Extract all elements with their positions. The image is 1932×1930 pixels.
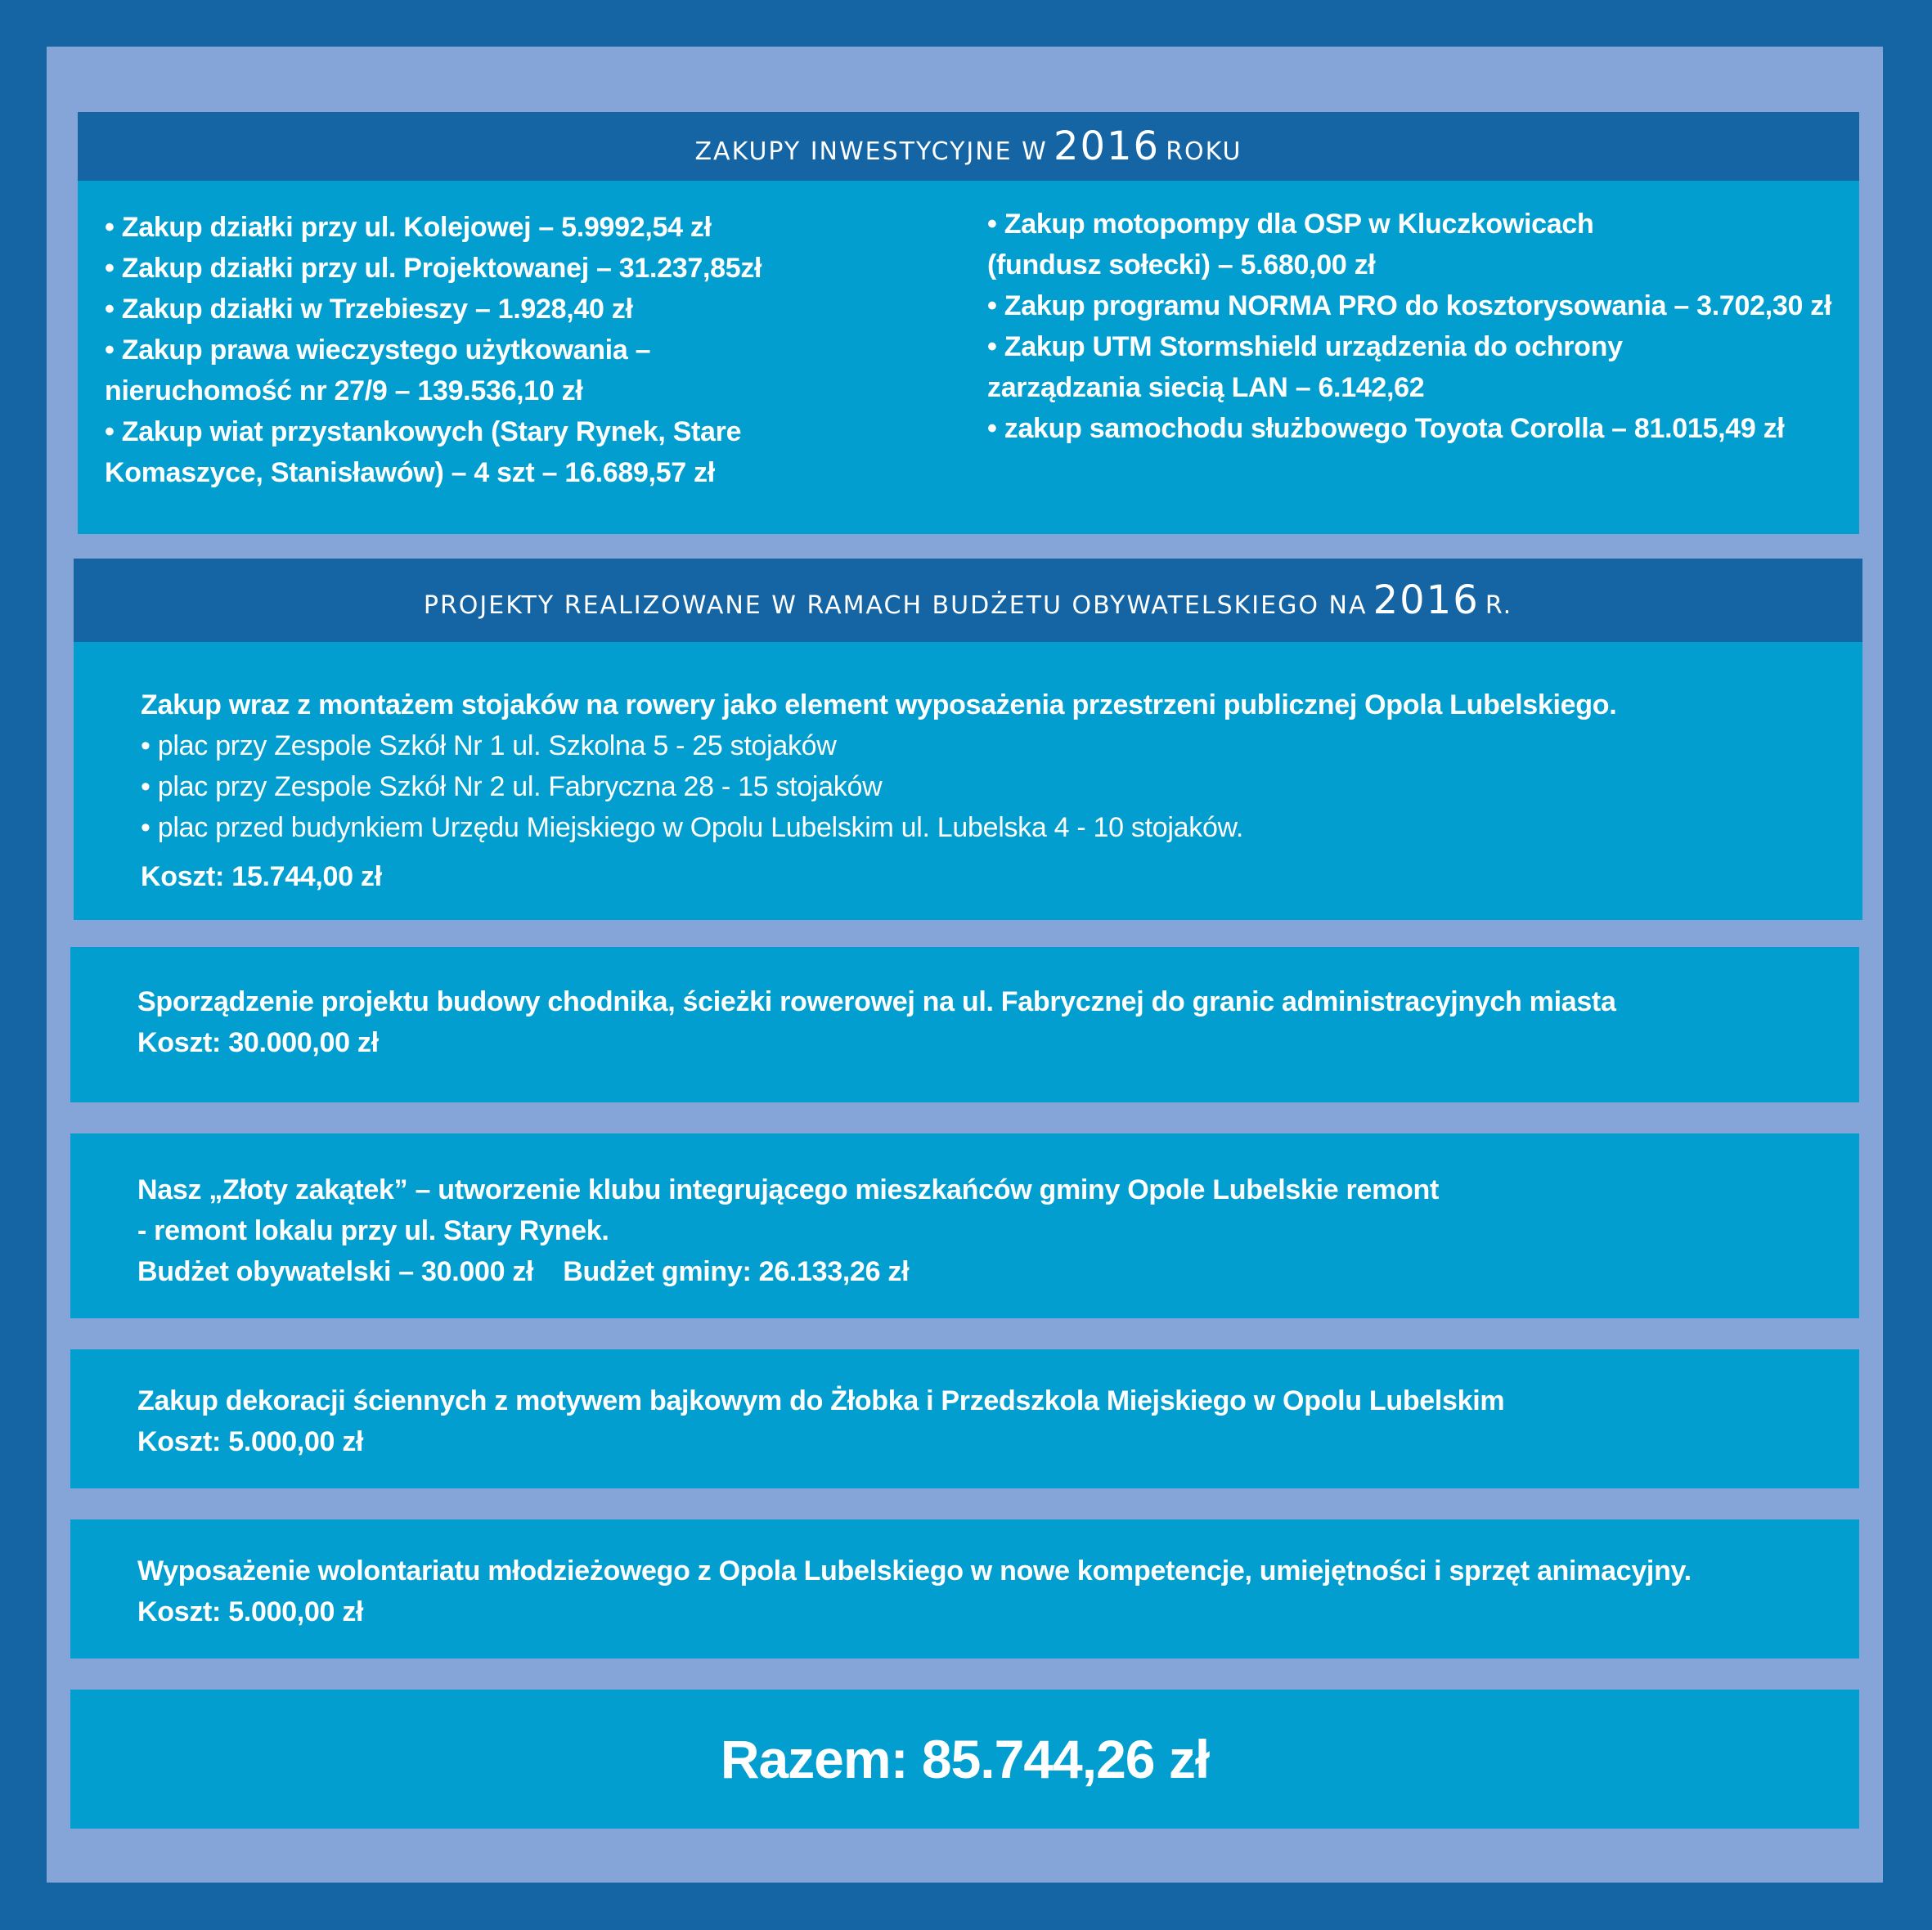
investment-purchases-header bbox=[78, 112, 1859, 181]
project-bike-racks bbox=[74, 642, 1862, 920]
project-title-continued: - remont lokalu przy ul. Stary Rynek. bbox=[137, 1215, 609, 1246]
project-cost: Koszt: 5.000,00 zł bbox=[137, 1426, 364, 1457]
header-prefix: ZAKUPY INWESTYCYJNE W bbox=[694, 137, 1048, 166]
project-title: Nasz „Złoty zakątek” – utworzenie klubu integrującego mieszkańców gminy Opole Lubelskie remont bbox=[137, 1174, 1439, 1205]
project-content bbox=[137, 981, 1616, 1063]
purchase-item: nieruchomość nr 27/9 – 139.536,10 zł bbox=[105, 375, 583, 406]
purchases-right-column bbox=[987, 204, 1831, 449]
header-year: 2016 bbox=[1053, 123, 1161, 169]
project-item: • plac przed budynkiem Urzędu Miejskiego w Opolu Lubelskim ul. Lubelska 4 - 10 stojaków. bbox=[141, 812, 1244, 843]
project-item: • plac przy Zespole Szkół Nr 2 ul. Fabryczna 28 - 15 stojaków bbox=[141, 771, 883, 802]
budget-municipal: Budżet gminy: 26.133,26 zł bbox=[563, 1256, 910, 1287]
project-golden-corner bbox=[70, 1133, 1859, 1318]
header-suffix: R. bbox=[1485, 591, 1513, 620]
header-suffix: ROKU bbox=[1166, 137, 1242, 166]
header-year: 2016 bbox=[1373, 577, 1480, 623]
purchase-item: Komaszyce, Stanisławów) – 4 szt – 16.689,57 zł bbox=[105, 457, 715, 488]
project-title: Wyposażenie wolontariatu młodzieżowego z Opola Lubelskiego w nowe kompetencje, umiejętności i sprzęt animacyjny. bbox=[137, 1555, 1692, 1587]
project-content bbox=[141, 684, 1616, 897]
project-title: Sporządzenie projektu budowy chodnika, ścieżki rowerowej na ul. Fabrycznej do granic administracyjnych miasta bbox=[137, 986, 1616, 1017]
project-title: Zakup wraz z montażem stojaków na rowery jako element wyposażenia przestrzeni publicznej Opola Lubelskiego. bbox=[141, 689, 1617, 720]
total-amount: Razem: 85.744,26 zł bbox=[720, 1729, 1210, 1789]
project-sidewalk-design bbox=[70, 947, 1859, 1102]
citizen-budget-header bbox=[74, 559, 1862, 642]
project-cost: Koszt: 15.744,00 zł bbox=[141, 861, 382, 892]
purchase-item: • Zakup programu NORMA PRO do kosztorysowania – 3.702,30 zł bbox=[987, 290, 1832, 321]
purchase-item: • Zakup działki przy ul. Projektowanej – 31.237,85zł bbox=[105, 253, 762, 284]
purchase-item: • Zakup wiat przystankowych (Stary Rynek, Stare bbox=[105, 416, 742, 447]
project-cost: Koszt: 5.000,00 zł bbox=[137, 1596, 364, 1627]
purchase-item: zarządzania siecią LAN – 6.142,62 bbox=[987, 372, 1425, 403]
project-youth-volunteering bbox=[70, 1519, 1859, 1658]
total-box bbox=[70, 1690, 1859, 1829]
purchase-item: • Zakup działki przy ul. Kolejowej – 5.9992,54 zł bbox=[105, 212, 712, 243]
project-wall-decorations bbox=[70, 1349, 1859, 1488]
purchase-item: (fundusz sołecki) – 5.680,00 zł bbox=[987, 249, 1376, 281]
project-cost: Koszt: 30.000,00 zł bbox=[137, 1027, 379, 1058]
project-budget-line bbox=[137, 1251, 1439, 1292]
header-prefix: PROJEKTY REALIZOWANE W RAMACH BUDŻETU OBYWATELSKIEGO NA bbox=[423, 591, 1368, 620]
purchase-item: • Zakup UTM Stormshield urządzenia do ochrony bbox=[987, 331, 1623, 362]
project-title: Zakup dekoracji ściennych z motywem bajkowym do Żłobka i Przedszkola Miejskiego w Opolu Lubelskim bbox=[137, 1385, 1505, 1416]
budget-citizen: Budżet obywatelski – 30.000 zł bbox=[137, 1256, 534, 1287]
purchase-item: • zakup samochodu służbowego Toyota Corolla – 81.015,49 zł bbox=[987, 413, 1785, 444]
project-content bbox=[137, 1169, 1439, 1292]
purchases-left-column bbox=[105, 207, 762, 493]
project-content bbox=[137, 1380, 1504, 1462]
purchase-item: • Zakup motopompy dla OSP w Kluczkowicach bbox=[987, 209, 1594, 240]
project-content bbox=[137, 1551, 1692, 1632]
purchase-item: • Zakup działki w Trzebieszy – 1.928,40 zł bbox=[105, 294, 633, 325]
investment-purchases-box bbox=[78, 181, 1859, 534]
project-item: • plac przy Zespole Szkół Nr 1 ul. Szkolna 5 - 25 stojaków bbox=[141, 730, 837, 761]
purchase-item: • Zakup prawa wieczystego użytkowania – bbox=[105, 334, 651, 366]
